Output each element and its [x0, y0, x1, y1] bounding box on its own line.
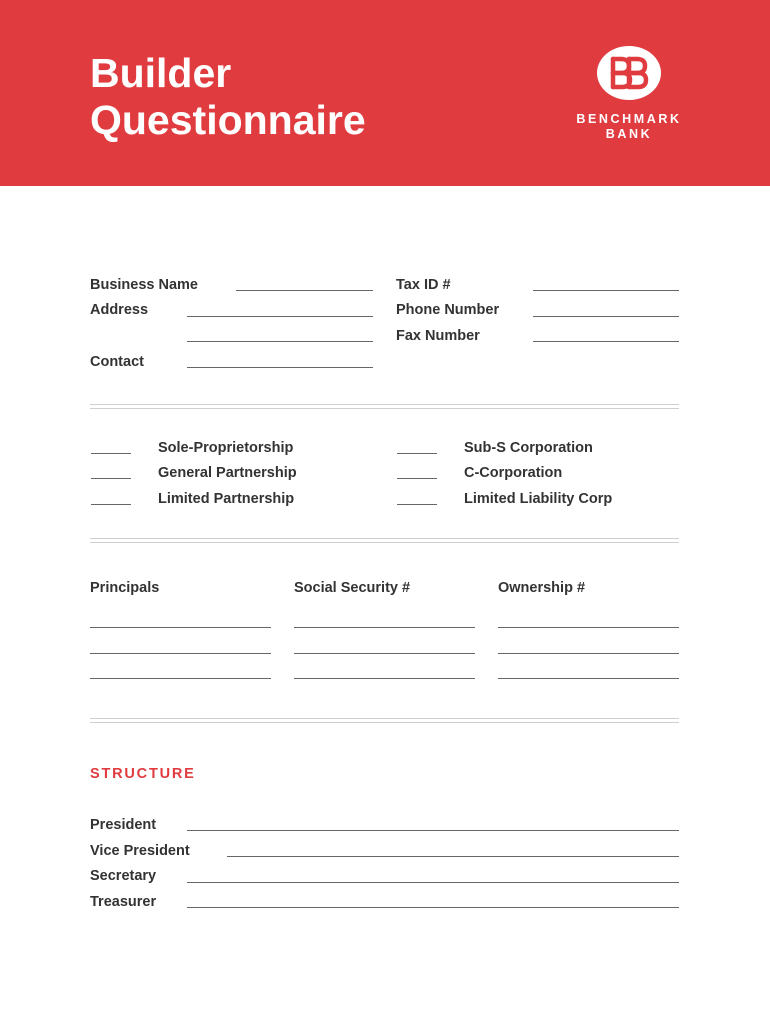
- ownership-field-1[interactable]: [498, 627, 679, 628]
- sub-s-label: Sub-S Corporation: [464, 440, 593, 456]
- president-label: President: [90, 817, 157, 833]
- section-divider: [90, 538, 679, 543]
- principal-field-3[interactable]: [90, 678, 271, 679]
- bank-name: [560, 112, 698, 142]
- limited-partnership-checkline[interactable]: [91, 504, 131, 505]
- limited-partnership-label: Limited Partnership: [158, 491, 295, 507]
- general-partnership-label: General Partnership: [158, 465, 297, 481]
- ssn-field-1[interactable]: [294, 627, 475, 628]
- business-name-field[interactable]: [236, 290, 373, 291]
- phone-field[interactable]: [533, 316, 679, 317]
- tax-id-label: Tax ID #: [396, 277, 451, 293]
- contact-field[interactable]: [187, 367, 373, 368]
- fax-label: Fax Number: [396, 328, 480, 344]
- vice-president-label: Vice President: [90, 843, 190, 859]
- secretary-label: Secretary: [90, 868, 157, 884]
- secretary-field[interactable]: [187, 882, 679, 883]
- business-name-label: Business Name: [90, 277, 198, 293]
- address-field-line-2[interactable]: [187, 341, 373, 342]
- bank-name-line-2: BANK: [605, 127, 653, 141]
- fax-field[interactable]: [533, 341, 679, 342]
- page-title: [90, 50, 366, 144]
- section-divider: [90, 718, 679, 723]
- tax-id-field[interactable]: [533, 290, 679, 291]
- phone-label: Phone Number: [396, 302, 500, 318]
- llc-checkline[interactable]: [397, 504, 437, 505]
- bb-monogram-icon: [597, 45, 661, 101]
- address-label: Address: [90, 302, 149, 318]
- contact-label: Contact: [90, 354, 144, 370]
- treasurer-field[interactable]: [187, 907, 679, 908]
- ownership-field-2[interactable]: [498, 653, 679, 654]
- ssn-header: Social Security #: [294, 580, 411, 596]
- ssn-field-2[interactable]: [294, 653, 475, 654]
- title-line-1: Builder: [90, 50, 232, 96]
- sole-prop-checkline[interactable]: [91, 453, 131, 454]
- c-corp-label: C-Corporation: [464, 465, 563, 481]
- general-partnership-checkline[interactable]: [91, 478, 131, 479]
- section-divider: [90, 404, 679, 409]
- sub-s-checkline[interactable]: [397, 453, 437, 454]
- header-banner: [0, 0, 770, 186]
- ownership-header: Ownership #: [498, 580, 586, 596]
- ownership-field-3[interactable]: [498, 678, 679, 679]
- llc-label: Limited Liability Corp: [464, 491, 613, 507]
- address-field-line-1[interactable]: [187, 316, 373, 317]
- treasurer-label: Treasurer: [90, 894, 157, 910]
- ssn-field-3[interactable]: [294, 678, 475, 679]
- principal-field-2[interactable]: [90, 653, 271, 654]
- principal-field-1[interactable]: [90, 627, 271, 628]
- title-line-2: Questionnaire: [90, 97, 366, 143]
- structure-heading: STRUCTURE: [90, 766, 196, 782]
- president-field[interactable]: [187, 830, 679, 831]
- sole-prop-label: Sole-Proprietorship: [158, 440, 294, 456]
- vice-president-field[interactable]: [227, 856, 679, 857]
- bank-name-line-1: BENCHMARK: [576, 112, 682, 126]
- principals-header: Principals: [90, 580, 160, 596]
- c-corp-checkline[interactable]: [397, 478, 437, 479]
